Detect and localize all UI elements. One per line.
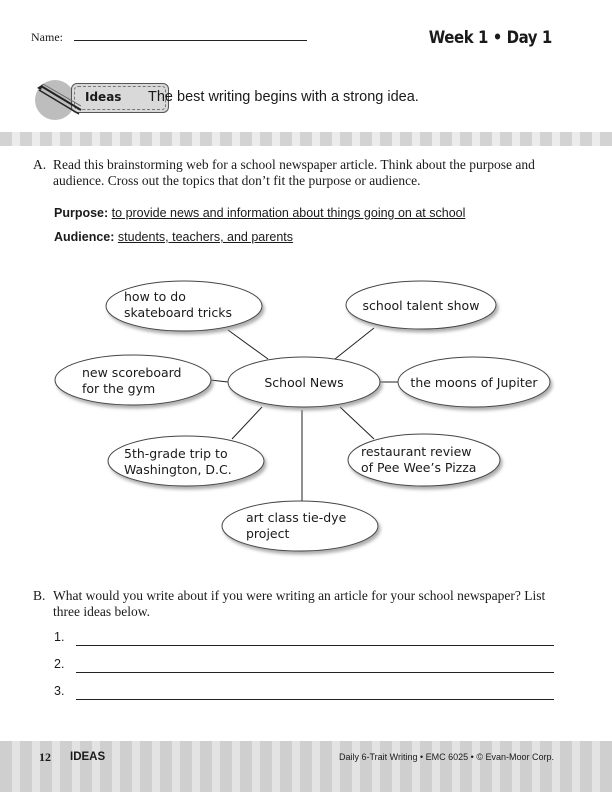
purpose-field — [54, 206, 465, 220]
pencil-icon — [35, 76, 85, 116]
topic-node — [348, 434, 500, 486]
topic-line2: of Pee Wee’s Pizza — [361, 460, 477, 475]
week-day-title: Week 1 • Day 1 — [428, 28, 552, 48]
topic-line1: restaurant review — [361, 444, 472, 459]
section-a-instructions: Read this brainstorming web for a school newspaper article. Think about the purpose and audience. Cross out the topics that don’t fit the purpose or audience. — [53, 157, 535, 188]
section-b-letter: B. — [33, 588, 46, 603]
section-a — [33, 157, 573, 189]
footer-credit: Daily 6-Trait Writing • EMC 6025 • © Evan-Moor Corp. — [339, 752, 554, 762]
divider-stripe — [0, 132, 612, 146]
topic-line1: art class tie-dye — [246, 510, 347, 525]
audience-value: students, teachers, and parents — [117, 230, 294, 244]
topic-line2: project — [246, 526, 290, 541]
purpose-value: to provide news and information about things going on at school — [111, 206, 466, 220]
section-b — [33, 588, 573, 620]
tagline: The best writing begins with a strong idea. — [148, 89, 419, 105]
write-line[interactable] — [76, 672, 554, 673]
topic-ellipse — [55, 355, 211, 405]
topic-node — [108, 436, 264, 486]
topic-line2: Washington, D.C. — [124, 462, 232, 477]
topic-node — [106, 281, 262, 331]
name-line[interactable] — [74, 40, 307, 41]
connector-line — [232, 407, 262, 439]
answer-number: 1. — [54, 630, 65, 644]
center-label: School News — [264, 375, 344, 390]
answer-number: 2. — [54, 657, 65, 671]
answer-line-3[interactable] — [54, 684, 554, 698]
topic-node — [55, 355, 211, 405]
topic-line2: skateboard tricks — [124, 305, 232, 320]
connector-line — [335, 328, 374, 359]
topic-node — [398, 357, 550, 407]
badge-label: Ideas — [85, 90, 122, 104]
footer-section: IDEAS — [70, 751, 106, 763]
brainstorm-web — [0, 270, 612, 570]
write-line[interactable] — [76, 645, 554, 646]
write-line[interactable] — [76, 699, 554, 700]
answer-line-2[interactable] — [54, 657, 554, 671]
topic-node — [222, 501, 378, 551]
section-b-instructions: What would you write about if you were writing an article for your school newspaper? List three ideas below. — [53, 588, 546, 619]
topic-line1: how to do — [124, 289, 186, 304]
topic-node — [346, 281, 496, 329]
connector-line — [340, 407, 374, 439]
topic-ellipse — [108, 436, 264, 486]
answer-line-1[interactable] — [54, 630, 554, 644]
topic-line2: for the gym — [82, 381, 156, 396]
name-label: Name: — [31, 30, 63, 44]
purpose-label: Purpose: — [54, 206, 109, 220]
footer-stripe — [0, 741, 612, 792]
section-a-letter: A. — [33, 157, 47, 172]
page-number: 12 — [39, 750, 51, 764]
connector-line — [210, 380, 228, 382]
connector-line — [228, 330, 268, 359]
topic-line1: 5th-grade trip to — [124, 446, 228, 461]
web-center — [228, 357, 380, 407]
audience-field — [54, 230, 293, 244]
topic-line1: school talent show — [362, 298, 480, 313]
ideas-badge — [33, 72, 139, 122]
audience-label: Audience: — [54, 230, 115, 244]
answer-number: 3. — [54, 684, 65, 698]
topic-line1: new scoreboard — [82, 365, 182, 380]
topic-line1: the moons of Jupiter — [410, 375, 538, 390]
